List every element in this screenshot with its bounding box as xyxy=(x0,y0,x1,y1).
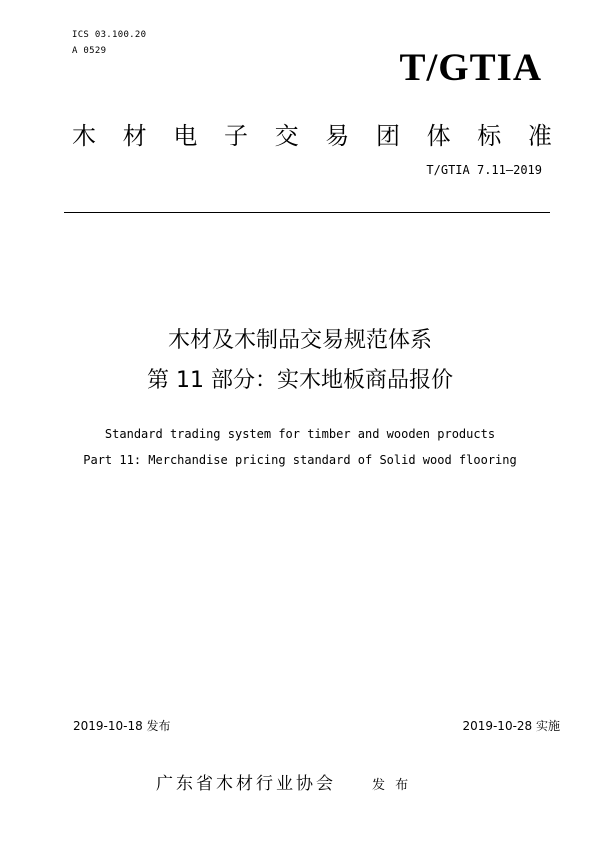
standard-type-char: 材 xyxy=(122,122,147,150)
issuer-action: 发 布 xyxy=(372,778,412,793)
english-title-line-1: Standard trading system for timber and wooden products xyxy=(104,427,496,441)
standard-type-char: 木 xyxy=(72,122,96,150)
implementation-date: 2019-10-28 实施 xyxy=(462,719,560,733)
standard-type-char: 交 xyxy=(274,122,299,150)
chinese-title-line-1: 木材及木制品交易规范体系 xyxy=(167,328,432,353)
chinese-title-line-2: 第 11 部分：实木地板商品报价 xyxy=(147,368,453,393)
standard-type-heading xyxy=(72,124,552,148)
standard-brand: T/GTIA xyxy=(399,46,542,89)
standard-type-char: 体 xyxy=(426,122,451,150)
issue-date: 2019-10-18 发布 xyxy=(73,719,171,733)
standard-type-char: 易 xyxy=(325,122,350,150)
standard-type-char: 团 xyxy=(375,122,400,150)
standard-type-char: 电 xyxy=(173,122,198,150)
issuer-name: 广东省木材行业协会 xyxy=(156,774,336,794)
standard-type-char: 子 xyxy=(223,122,248,150)
standard-type-char: 标 xyxy=(477,122,502,150)
issuer-row xyxy=(156,776,411,793)
header-divider xyxy=(64,212,550,213)
ccs-code: A 0529 xyxy=(72,46,107,56)
ics-code: ICS 03.100.20 xyxy=(72,30,147,40)
document-number: T/GTIA 7.11—2019 xyxy=(426,163,542,177)
standard-type-char: 准 xyxy=(527,122,552,150)
english-title-line-2: Part 11: Merchandise pricing standard of Solid wood flooring xyxy=(83,453,517,467)
